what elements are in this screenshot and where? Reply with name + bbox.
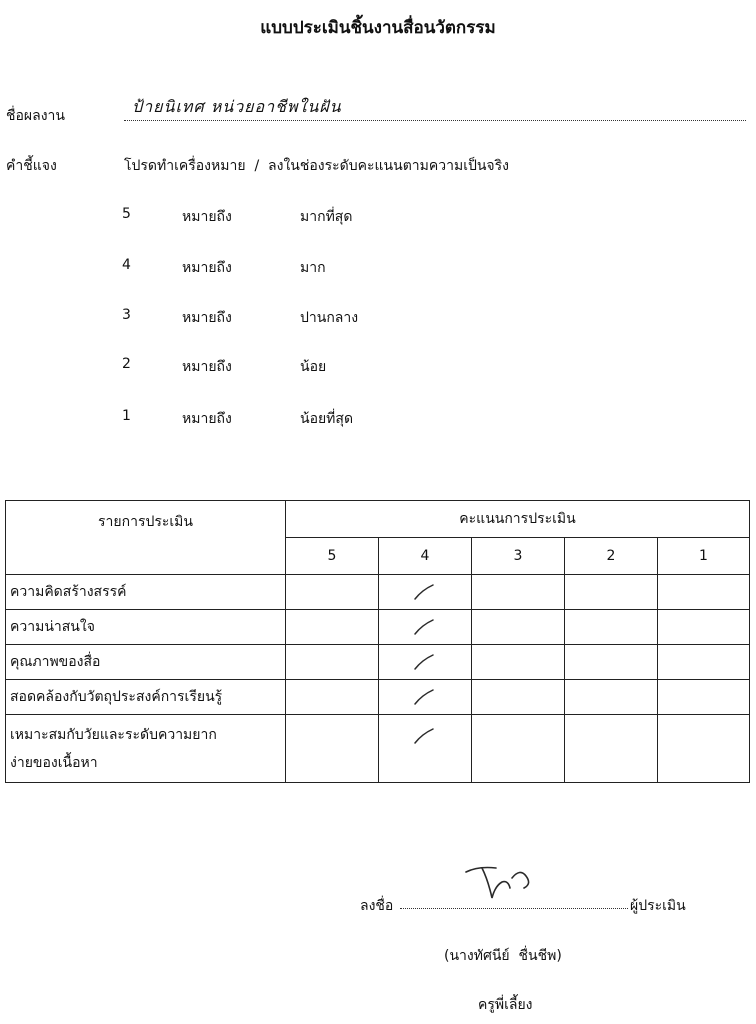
score-cell[interactable]: [658, 645, 750, 680]
instructions-text: โปรดทำเครื่องหมาย / ลงในช่องระดับคะแนนตามความเป็นจริง: [124, 158, 509, 174]
score-cell[interactable]: [472, 645, 565, 680]
scale-row-3: [0, 307, 756, 327]
scale-meaning: น้อย: [300, 359, 327, 375]
scale-means: หมายถึง: [182, 411, 232, 427]
scale-meaning: มากที่สุด: [300, 209, 353, 225]
check-mark-icon: [413, 653, 435, 671]
score-header: คะแนนการประเมิน: [286, 501, 750, 538]
evaluator-position: ครูพี่เลี้ยง: [478, 997, 533, 1013]
scale-row-4: [0, 257, 756, 277]
evaluator-name: (นางทัศนีย์ ชื่นชีพ): [444, 948, 562, 964]
table-row: [6, 645, 750, 680]
score-cell[interactable]: [286, 645, 379, 680]
criterion-cell: สอดคล้องกับวัตถุประสงค์การเรียนรู้: [6, 680, 286, 715]
score-cell[interactable]: [472, 715, 565, 783]
score-cell[interactable]: [286, 680, 379, 715]
scale-means: หมายถึง: [182, 310, 232, 326]
score-cell[interactable]: [472, 610, 565, 645]
score-cell[interactable]: [565, 645, 658, 680]
table-row: [6, 610, 750, 645]
score-cell[interactable]: [565, 715, 658, 783]
check-mark-icon: [413, 727, 435, 745]
table-row: [6, 575, 750, 610]
scale-meaning: น้อยที่สุด: [300, 411, 354, 427]
scale-score: 5: [122, 206, 131, 222]
score-cell[interactable]: [658, 610, 750, 645]
score-cell[interactable]: [565, 575, 658, 610]
work-name-value: ป้ายนิเทศ หน่วยอาชีพในฝัน: [132, 97, 342, 116]
score-cell[interactable]: [286, 575, 379, 610]
score-cell[interactable]: [658, 680, 750, 715]
table-row: [6, 715, 750, 783]
score-cell[interactable]: [379, 715, 472, 783]
score-column-3: 3: [472, 538, 565, 575]
criterion-cell: [6, 715, 286, 783]
scale-meaning: ปานกลาง: [300, 310, 359, 326]
score-cell[interactable]: [379, 680, 472, 715]
scale-meaning: มาก: [300, 260, 326, 276]
scale-score: 1: [122, 408, 131, 424]
scale-score: 4: [122, 257, 131, 273]
criterion-cell: ความน่าสนใจ: [6, 610, 286, 645]
criterion-cell: คุณภาพของสื่อ: [6, 645, 286, 680]
score-column-5: 5: [286, 538, 379, 575]
criteria-header: รายการประเมิน: [6, 501, 286, 575]
score-column-2: 2: [565, 538, 658, 575]
handwritten-signature: [462, 858, 558, 908]
scale-score: 3: [122, 307, 131, 323]
score-cell[interactable]: [286, 715, 379, 783]
check-mark-icon: [413, 583, 435, 601]
table-header-row: [6, 501, 750, 538]
evaluation-table: [5, 500, 750, 783]
score-cell[interactable]: [658, 575, 750, 610]
evaluator-role-label: ผู้ประเมิน: [630, 898, 686, 914]
criterion-line: ง่ายของเนื้อหา: [10, 754, 98, 771]
score-cell[interactable]: [286, 610, 379, 645]
scale-means: หมายถึง: [182, 359, 232, 375]
check-mark-icon: [413, 618, 435, 636]
score-cell[interactable]: [472, 680, 565, 715]
sign-label: ลงชื่อ: [360, 898, 394, 914]
score-cell[interactable]: [472, 575, 565, 610]
score-cell[interactable]: [379, 645, 472, 680]
score-cell[interactable]: [565, 680, 658, 715]
score-column-1: 1: [658, 538, 750, 575]
instructions-label: คำชี้แจง: [6, 158, 57, 174]
page-title: แบบประเมินชิ้นงานสื่อนวัตกรรม: [260, 18, 496, 38]
check-mark-icon: [413, 688, 435, 706]
scale-row-1: [0, 408, 756, 428]
scale-means: หมายถึง: [182, 260, 232, 276]
criterion-line: เหมาะสมกับวัยและระดับความยาก: [10, 726, 217, 743]
scale-row-5: [0, 206, 756, 226]
scale-row-2: [0, 356, 756, 376]
score-column-4: 4: [379, 538, 472, 575]
table-row: [6, 680, 750, 715]
work-name-label: ชื่อผลงาน: [6, 108, 65, 124]
score-cell[interactable]: [379, 575, 472, 610]
score-cell[interactable]: [379, 610, 472, 645]
score-cell[interactable]: [658, 715, 750, 783]
scale-means: หมายถึง: [182, 209, 232, 225]
score-cell[interactable]: [565, 610, 658, 645]
criterion-cell: ความคิดสร้างสรรค์: [6, 575, 286, 610]
scale-score: 2: [122, 356, 131, 372]
